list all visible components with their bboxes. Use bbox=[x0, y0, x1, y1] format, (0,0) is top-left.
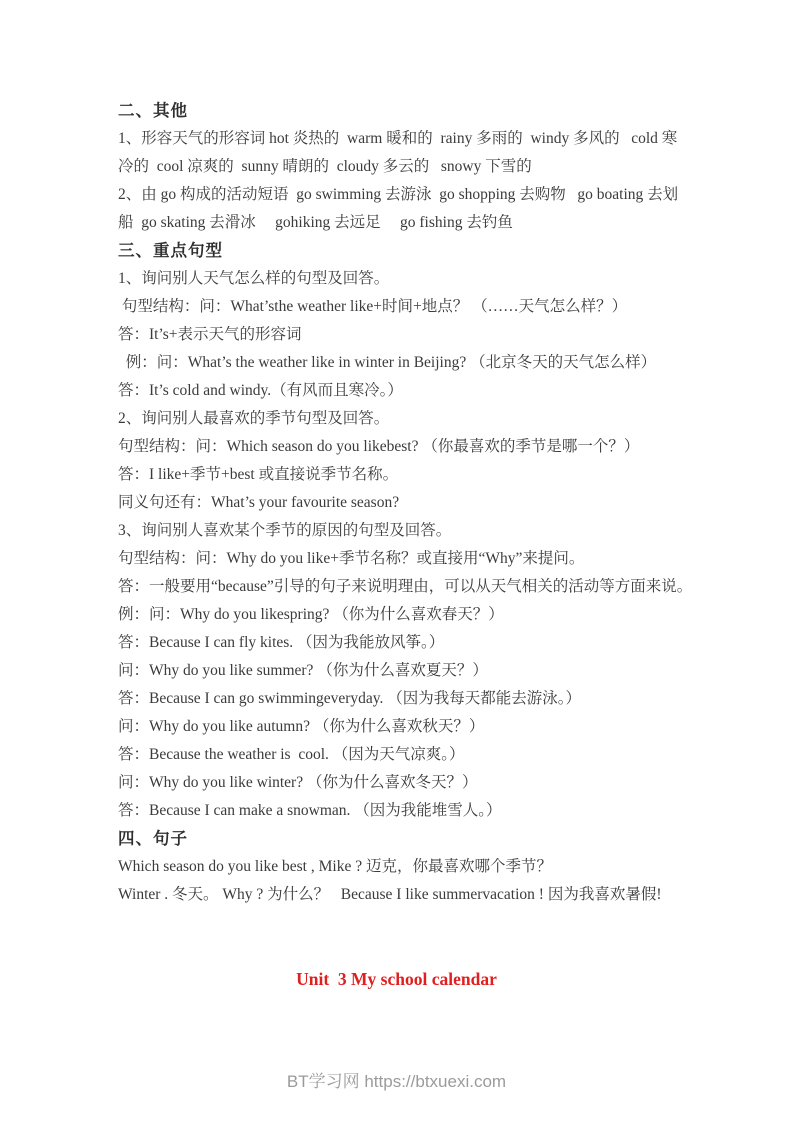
text-line: 冷的 cool 凉爽的 sunny 晴朗的 cloudy 多云的 snowy 下雪的 bbox=[118, 158, 532, 175]
text-line: 船 go skating 去滑冰 gohiking 去远足 go fishing 去钓鱼 bbox=[118, 214, 513, 231]
text-line: 问：Why do you like summer? （你为什么喜欢夏天？） bbox=[118, 662, 488, 679]
text-line: 例：问：Why do you likespring? （你为什么喜欢春天？） bbox=[118, 606, 504, 623]
text-line: 答：Because I can make a snowman. （因为我能堆雪人。） bbox=[118, 802, 502, 819]
text-line: 答：一般要用“because”引导的句子来说明理由，可以从天气相关的活动等方面来说。 bbox=[118, 578, 693, 595]
text-line: 问：Why do you like autumn? （你为什么喜欢秋天？） bbox=[118, 718, 485, 735]
text-line: 答：Because I can fly kites. （因为我能放风筝。） bbox=[118, 634, 445, 651]
section-heading: 四、句子 bbox=[118, 830, 188, 848]
text-line: 句型结构：问：Which season do you likebest? （你最喜欢的季节是哪一个？） bbox=[118, 438, 640, 455]
section-heading: 三、重点句型 bbox=[118, 242, 223, 260]
text-line: 答：It’s cold and windy.（有风而且寒冷。） bbox=[118, 382, 403, 399]
text-line: 答：Because I can go swimmingeveryday. （因为我每天都能去游泳。） bbox=[118, 690, 582, 707]
text-line: Winter . 冬天。 Why ? 为什么？ Because I like summervacation ! 因为我喜欢暑假! bbox=[118, 886, 662, 903]
text-line: 句型结构：问：Why do you like+季节名称？或直接用“Why”来提问。 bbox=[118, 550, 585, 567]
text-line: 3、询问别人喜欢某个季节的原因的句型及回答。 bbox=[118, 522, 452, 539]
text-line: Which season do you like best , Mike ? 迈克，你最喜欢哪个季节？ bbox=[118, 858, 552, 875]
section-heading: 二、其他 bbox=[118, 102, 188, 120]
text-line: 答：It’s+表示天气的形容词 bbox=[118, 326, 302, 343]
text-line: 2、询问别人最喜欢的季节句型及回答。 bbox=[118, 410, 390, 427]
text-line: 1、形容天气的形容词 hot 炎热的 warm 暖和的 rainy 多雨的 windy 多风的 cold 寒 bbox=[118, 130, 678, 147]
text-line: 答：I like+季节+best 或直接说季节名称。 bbox=[118, 466, 399, 483]
text-line: 2、由 go 构成的活动短语 go swimming 去游泳 go shopping 去购物 go boating 去划 bbox=[118, 186, 679, 203]
text-line: 答：Because the weather is cool. （因为天气凉爽。） bbox=[118, 746, 465, 763]
site-footer-watermark: BT学习网 https://btxuexi.com bbox=[286, 1072, 507, 1091]
text-line: 例：问：What’s the weather like in winter in Beijing? （北京冬天的天气怎么样） bbox=[118, 354, 657, 371]
text-line: 同义句还有：What’s your favourite season? bbox=[118, 494, 400, 511]
text-line: 句型结构：问：What’sthe weather like+时间+地点？ （……天气怎么样？） bbox=[118, 298, 628, 315]
unit-title: Unit 3 My school calendar bbox=[296, 969, 497, 989]
text-line: 1、询问别人天气怎么样的句型及回答。 bbox=[118, 270, 390, 287]
document-body bbox=[118, 97, 718, 909]
text-line: 问：Why do you like winter? （你为什么喜欢冬天？） bbox=[118, 774, 478, 791]
